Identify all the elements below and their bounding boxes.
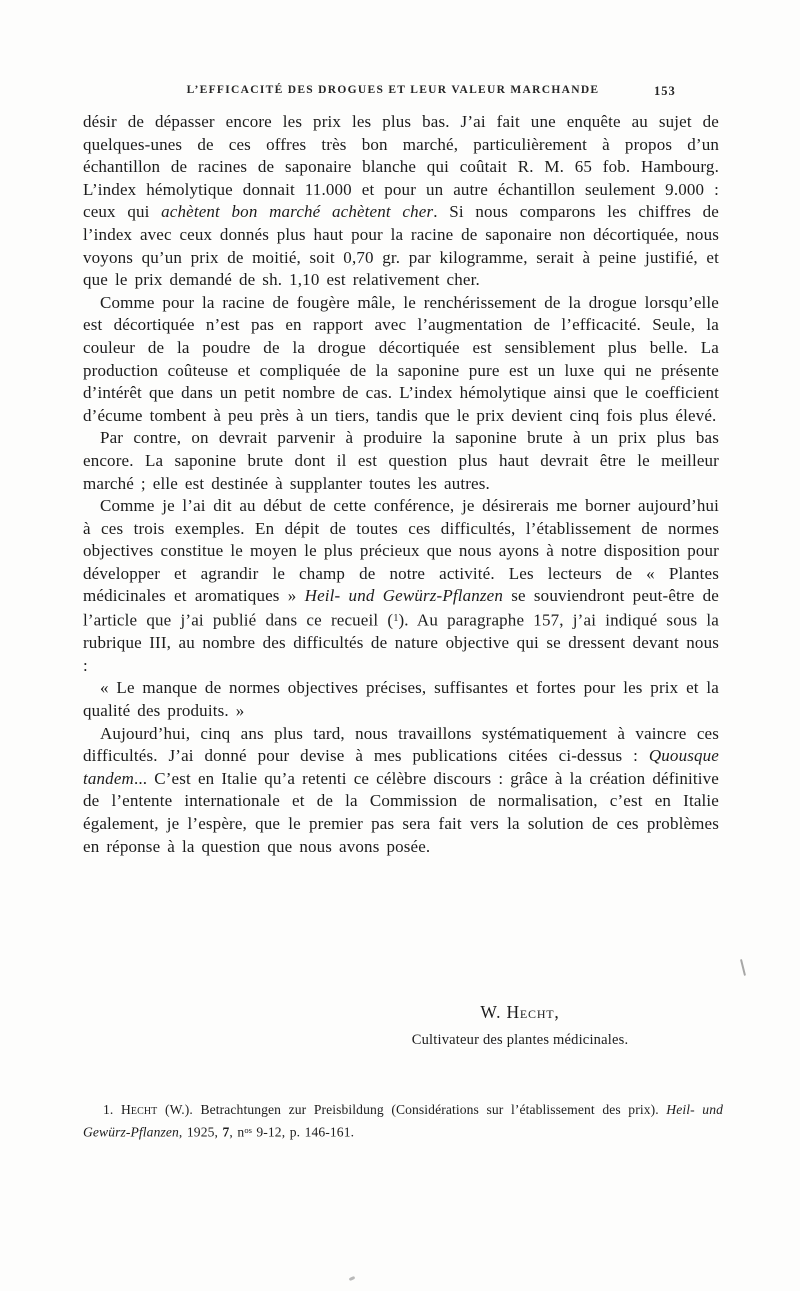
paragraph [83,495,719,677]
paragraph-text: ). Au paragraphe 157, j’ai indiqué sous la rubrique III, au nombre des difficultés de nature objective qui se dressent devant nous : [83,610,719,675]
footnote-author-smallcaps: Hecht [120,1101,158,1117]
paragraph-text: Par contre, on devrait parvenir à produire la saponine brute à un prix plus bas encore. La saponine brute dont il est question plus haut devrait être le meilleur marché ; elle est destinée à supplanter toutes les autres. [83,428,719,493]
author-signature [240,1002,800,1049]
paragraph-text-italic: achètent bon marché achètent cher [161,202,434,222]
footnote-text: (W.). Betrachtungen zur Preisbildung (Considérations sur l’établissement des prix). [157,1101,667,1117]
footnote-text: , n [229,1124,245,1140]
paragraph [83,723,719,859]
scan-artifact-speck [349,1276,356,1281]
paragraph-text: désir de dépasser encore les prix les plus bas. J’ai fait une enquête au sujet de quelques-unes de ces offres très bon marché, particulièrement à propos d’un échantillon de racines de saponaire blanche qui coûtait R. M. 65 fob. Hambourg. L’index hémolytique donnait 11.000 et pour un autre échantillon seulement 9.000 : ceux qui [83,112,719,222]
footnote-reference: 1 [393,613,399,625]
paragraph-text: . Si nous comparons les chiffres de l’index avec ceux donnés plus haut pour la racine de saponaire non décortiquée, nous voyons qu’un prix de moitié, soit 0,70 gr. par kilogramme, serait à peine justifié, et que le prix demandé de sh. 1,10 est relativement cher. [83,202,719,290]
page-number: 153 [654,84,676,98]
scan-artifact-slash [740,959,746,976]
paragraph [83,292,719,428]
author-name: W. Hecht, [480,1002,560,1022]
paragraph [83,111,719,292]
paragraph-text: Comme je l’ai dit au début de cette conférence, je désirerais me borner aujourd’hui à ces trois exemples. En dépit de toutes ces difficultés, l’établissement de normes objectives constitue le moyen le plus précieux que nous ayons à notre disposition pour développer et agrandir le champ de notre activité. Les lecteurs de « Plantes médicinales et aromatiques » [83,496,719,606]
paragraph-text: « Le manque de normes objectives précises, suffisantes et fortes pour les prix et la qualité des produits. » [83,678,719,720]
footnote-volume-bold: 7 [222,1124,230,1140]
running-head-title: L’EFFICACITÉ DES DROGUES ET LEUR VALEUR MARCHANDE [186,84,600,96]
footnote-text: , 1925, [178,1124,223,1140]
paragraph-text-italic: Quousque tandem [83,746,719,788]
footnote [83,1100,723,1144]
article-body [83,111,719,858]
author-role: Cultivateur des plantes médicinales. [411,1032,629,1048]
paragraph-text: ... C’est en Italie qu’a retenti ce célèbre discours : grâce à la création définitive de l’entente internationale et de la Commission de normalisation, c’est en Italie également, je l’espère, que le premier pas sera fait vers la solution de ces problèmes en réponse à la question que nous avons posée. [83,768,719,856]
paragraph [83,427,719,495]
paragraph-text: se souviendront peut-être de l’article que j’ai publié dans ce recueil ( [83,586,719,630]
running-head [0,84,800,100]
paragraph-text-italic: Heil- und Gewürz-Pflanzen [304,586,504,606]
paragraph-text: Aujourd’hui, cinq ans plus tard, nous travaillons systématiquement à vaincre ces difficultés. J’ai donné pour devise à mes publications citées ci-dessus : [83,723,719,766]
footnote-superscript: os [244,1125,252,1136]
footnote-text: 1. [103,1101,121,1117]
paragraph-text: Comme pour la racine de fougère mâle, le renchérissement de la drogue lorsqu’elle est décortiquée n’est pas en rapport avec l’augmentation de l’efficacité. Seule, la couleur de la poudre de la drogue décortiquée est sensiblement plus belle. La production coûteuse et compliquée de la saponine pure est un luxe qui ne présente d’intérêt que dans un petit nombre de cas. L’index hémolytique ainsi que le coefficient d’écume tombent à peu près à un tiers, tandis que le prix devient cinq fois plus élevé. [83,292,719,425]
footnote-text: 9-12, p. 146-161. [251,1124,355,1140]
footnote-journal-italic: Heil- und Gewürz-Pflanzen [83,1101,723,1140]
paragraph-quote [83,677,719,722]
